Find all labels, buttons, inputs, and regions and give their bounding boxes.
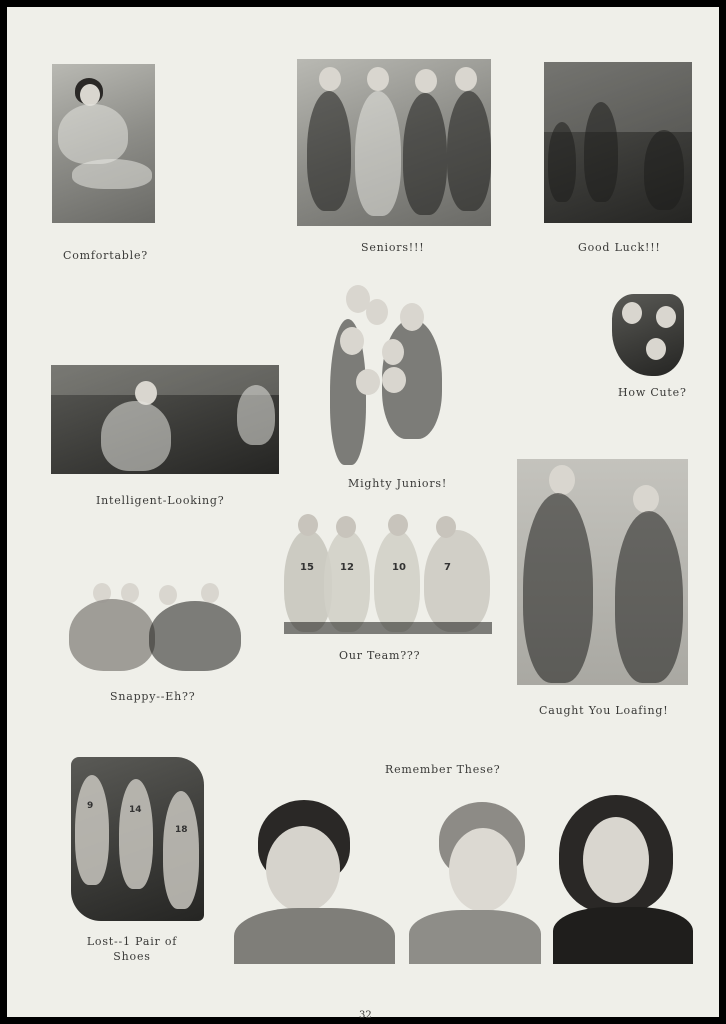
jersey-number: 18	[175, 825, 188, 835]
photo-intelligent	[51, 365, 279, 474]
jersey-number: 15	[300, 562, 314, 573]
portrait-face	[583, 817, 649, 903]
player-body	[119, 779, 153, 889]
figure-body	[447, 91, 491, 211]
figure-face	[622, 302, 642, 324]
player-body	[75, 775, 109, 885]
floor-strip	[284, 622, 492, 634]
figure-face	[455, 67, 477, 91]
figure-face	[80, 84, 100, 106]
caption-comfortable: Comfortable?	[63, 249, 148, 262]
jersey-number: 14	[129, 805, 142, 815]
photo-our-team	[284, 510, 492, 634]
photo-how-cute	[612, 294, 684, 376]
figure-face	[336, 516, 356, 538]
caption-our-team: Our Team???	[339, 649, 421, 662]
photo-comfortable	[52, 64, 155, 223]
caption-lost-shoes-line2: Shoes	[113, 950, 151, 963]
figure-body	[149, 601, 241, 671]
figure-face	[366, 299, 388, 325]
caption-good-luck: Good Luck!!!	[578, 241, 661, 254]
caption-caught-loafing: Caught You Loafing!	[539, 704, 669, 717]
figure-body	[101, 401, 171, 471]
figure-face	[298, 514, 318, 536]
figure-face	[382, 367, 406, 393]
figure-face	[201, 583, 219, 603]
figure-body	[307, 91, 351, 211]
figure-face	[356, 369, 380, 395]
portrait-3	[553, 795, 693, 964]
photo-good-luck	[544, 62, 692, 223]
portrait-shoulders	[553, 907, 693, 964]
caption-intelligent: Intelligent-Looking?	[96, 494, 225, 507]
jersey-number: 7	[444, 562, 451, 573]
figure-face	[549, 465, 575, 495]
portrait-face	[266, 826, 340, 912]
sky	[544, 62, 692, 132]
photo-lost-shoes	[71, 757, 204, 921]
figure-face	[646, 338, 666, 360]
portrait-shoulders	[234, 908, 395, 964]
player	[644, 130, 684, 210]
figure-body	[615, 511, 683, 683]
figure-face	[382, 339, 404, 365]
player-body	[424, 530, 490, 632]
photo-seniors	[297, 59, 491, 226]
portrait-2	[409, 800, 541, 964]
figure-body	[355, 91, 401, 216]
figure-face	[436, 516, 456, 538]
caption-snappy: Snappy--Eh??	[110, 690, 196, 703]
player	[548, 122, 576, 202]
caption-mighty-juniors: Mighty Juniors!	[348, 477, 448, 490]
figure-face	[388, 514, 408, 536]
yearbook-page	[7, 7, 719, 1021]
player	[584, 102, 618, 202]
player-body	[374, 530, 420, 632]
figure-face	[367, 67, 389, 91]
photo-snappy	[69, 577, 241, 671]
figure-face	[415, 69, 437, 93]
figure-body	[237, 385, 275, 445]
caption-how-cute: How Cute?	[618, 386, 687, 399]
player-body	[324, 530, 370, 632]
jersey-number: 9	[87, 801, 94, 811]
figure-face	[340, 327, 364, 355]
caption-seniors: Seniors!!!	[361, 241, 425, 254]
figure-face	[400, 303, 424, 331]
figure-body	[403, 93, 447, 215]
figure-body	[523, 493, 593, 683]
jersey-number: 10	[392, 562, 406, 573]
portrait-shoulders	[409, 910, 541, 964]
caption-lost-shoes	[69, 934, 195, 964]
player-body	[163, 791, 199, 909]
figure-body	[69, 599, 155, 671]
figure-face	[633, 485, 659, 513]
figure-legs	[72, 159, 152, 189]
figure-face	[656, 306, 676, 328]
jersey-number: 12	[340, 562, 354, 573]
caption-lost-shoes-line1: Lost--1 Pair of	[86, 935, 178, 948]
photo-caught-loafing	[517, 459, 688, 685]
portrait-1	[234, 800, 395, 964]
page-number: 32	[359, 1010, 372, 1021]
portrait-face	[449, 828, 517, 912]
figure-body	[58, 104, 128, 164]
figure-face	[319, 67, 341, 91]
photo-mighty-juniors	[322, 279, 442, 467]
caption-remember: Remember These?	[385, 763, 501, 776]
figure-face	[159, 585, 177, 605]
